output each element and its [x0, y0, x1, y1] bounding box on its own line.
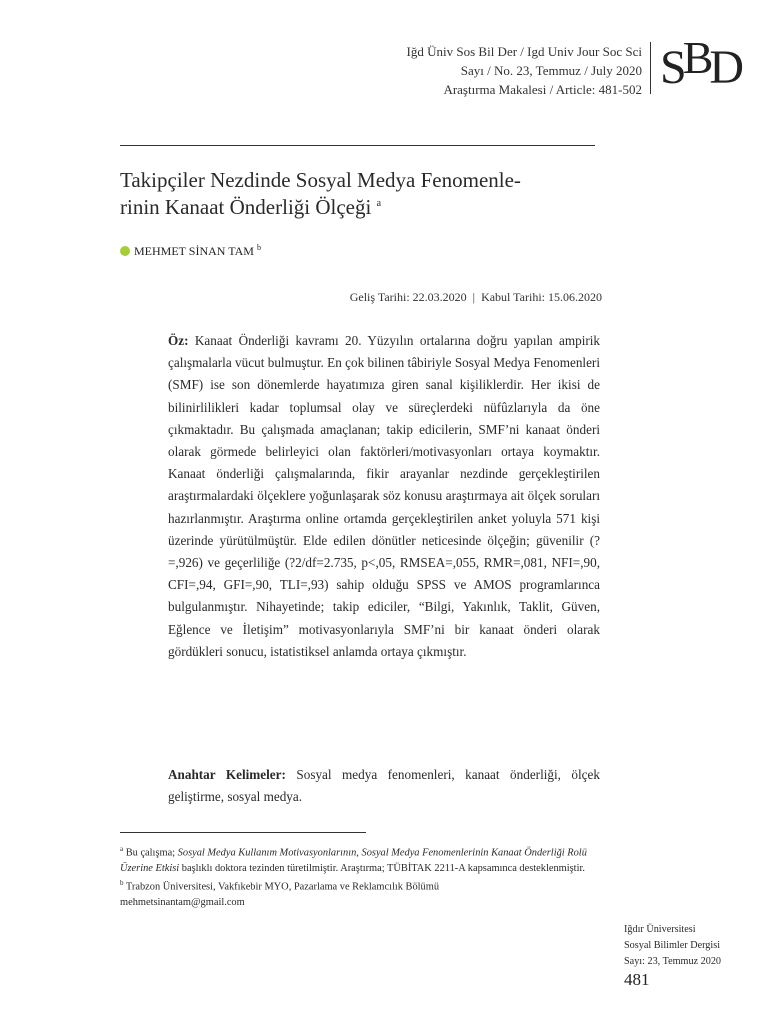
author-footnote-marker[interactable]: b [256, 243, 261, 252]
article-dates [350, 290, 602, 305]
article-type: Araştırma Makalesi / Article: 481-502 [443, 82, 642, 97]
date-separator: | [472, 290, 476, 304]
journal-name: Iğd Üniv Sos Bil Der / Igd Univ Jour Soc Sci [406, 44, 642, 59]
abstract [168, 330, 600, 663]
keywords-label: Anahtar Kelimeler: [168, 767, 286, 782]
author-email[interactable]: mehmetsinantam@gmail.com [120, 897, 245, 909]
keywords [168, 764, 600, 808]
author [120, 243, 261, 259]
abstract-text: Kanaat Önderliği kavramı 20. Yüzyılın ortalarına doğru yapılan ampirik çalışmalarla vücut bulmuştur. En çok bilinen tâbiriyle Sosyal Medya Fenomenleri (SMF) ise son dönemlerde hayatımıza giren sanal kişiliklerdir. Her ikisi de bilinirlilikleri kadar toplumsal olay ve süreçlerdeki nüfûzlarıyla da öne çıkmaktadır. Bu çalışmada amaçlanan; takip edicilerin, SMF’ni kanaat önderi olarak görmede belirleyici olan faktörleri/motivasyonları ortaya koymaktır. Kanaat önderliği çalışmalarında, fikir arayanlar nezdinde gerçekleştirilen araştırmalardaki ölçeklere yoğunlaşarak söz konusu araştırmaya ait ölçek soruları hazırlanmıştır. Araştırma online ortamda gerçekleştirilen anket yoluyla 571 kişi üzerinde yürütülmüştür. Elde edilen dönütler neticesinde ölçeğin; güvenilir (?=,926) ve geçerliliğe (?2/df=2.735, p<,05, RMSEA=,055, RMR=,081, NFI=,90, CFI=,94, GFI=,90, TLI=,93) sahip olduğu SPSS ve AMOS programlarınca bulgulanmıştır. Nihayetinde; takip ediciler, “Bilgi, Yakınlık, Taklit, Güven, Eğlence ve İletişim” motivasyonlarıyla SMF’ni bir kanaat önderi olarak gördükleri sonucu, istatistiksel anlamda ortaya çıkmıştır. [168, 333, 601, 659]
issue-info: Sayı / No. 23, Temmuz / July 2020 [460, 63, 642, 78]
abstract-label: Öz: [168, 333, 189, 348]
orcid-icon[interactable] [120, 246, 130, 256]
author-name: MEHMET SİNAN TAM [134, 244, 254, 258]
footnotes [120, 842, 600, 911]
header-divider [650, 42, 651, 94]
article-title: Takipçiler Nezdinde Sosyal Medya Fenomenle- rinin Kanaat Önderliği Ölçeği $^a$ [120, 168, 521, 219]
journal-header [407, 42, 642, 99]
journal-logo: SBD [660, 32, 741, 94]
title-rule [120, 145, 595, 146]
footnote-a: $^a$ Bu çalışma; Sosyal Medya Kullanım Motivasyonlarının, Sosyal Medya Fenomenlerinin Kanaat Önderliği Rolü Üzerine Etkisi başlıklı doktora tezinden türetilmiştir. Araştırma; TÜBİTAK 2211-A kapsamınca desteklenmiştir. [120, 845, 587, 874]
page-number: 481 [624, 970, 650, 989]
title-footnote-marker[interactable]: a [376, 198, 382, 209]
received-date: Geliş Tarihi: 22.03.2020 [349, 290, 467, 304]
journal-footer: Iğdır Üniversitesi Sosyal Bilimler Dergisi Sayı: 23, Temmuz 2020 [624, 924, 722, 967]
footnote-b: $^b$ Trabzon Üniversitesi, Vakfıkebir MYO, Pazarlama ve Reklamcılık Bölümü mehmetsinantam@gmail.com [120, 879, 440, 909]
accepted-date: Kabul Tarihi: 15.06.2020 [481, 290, 602, 304]
keywords-text: Sosyal medya fenomenleri, kanaat önderliği, ölçek geliştirme, sosyal medya. [168, 767, 600, 805]
footnote-rule [120, 832, 366, 833]
